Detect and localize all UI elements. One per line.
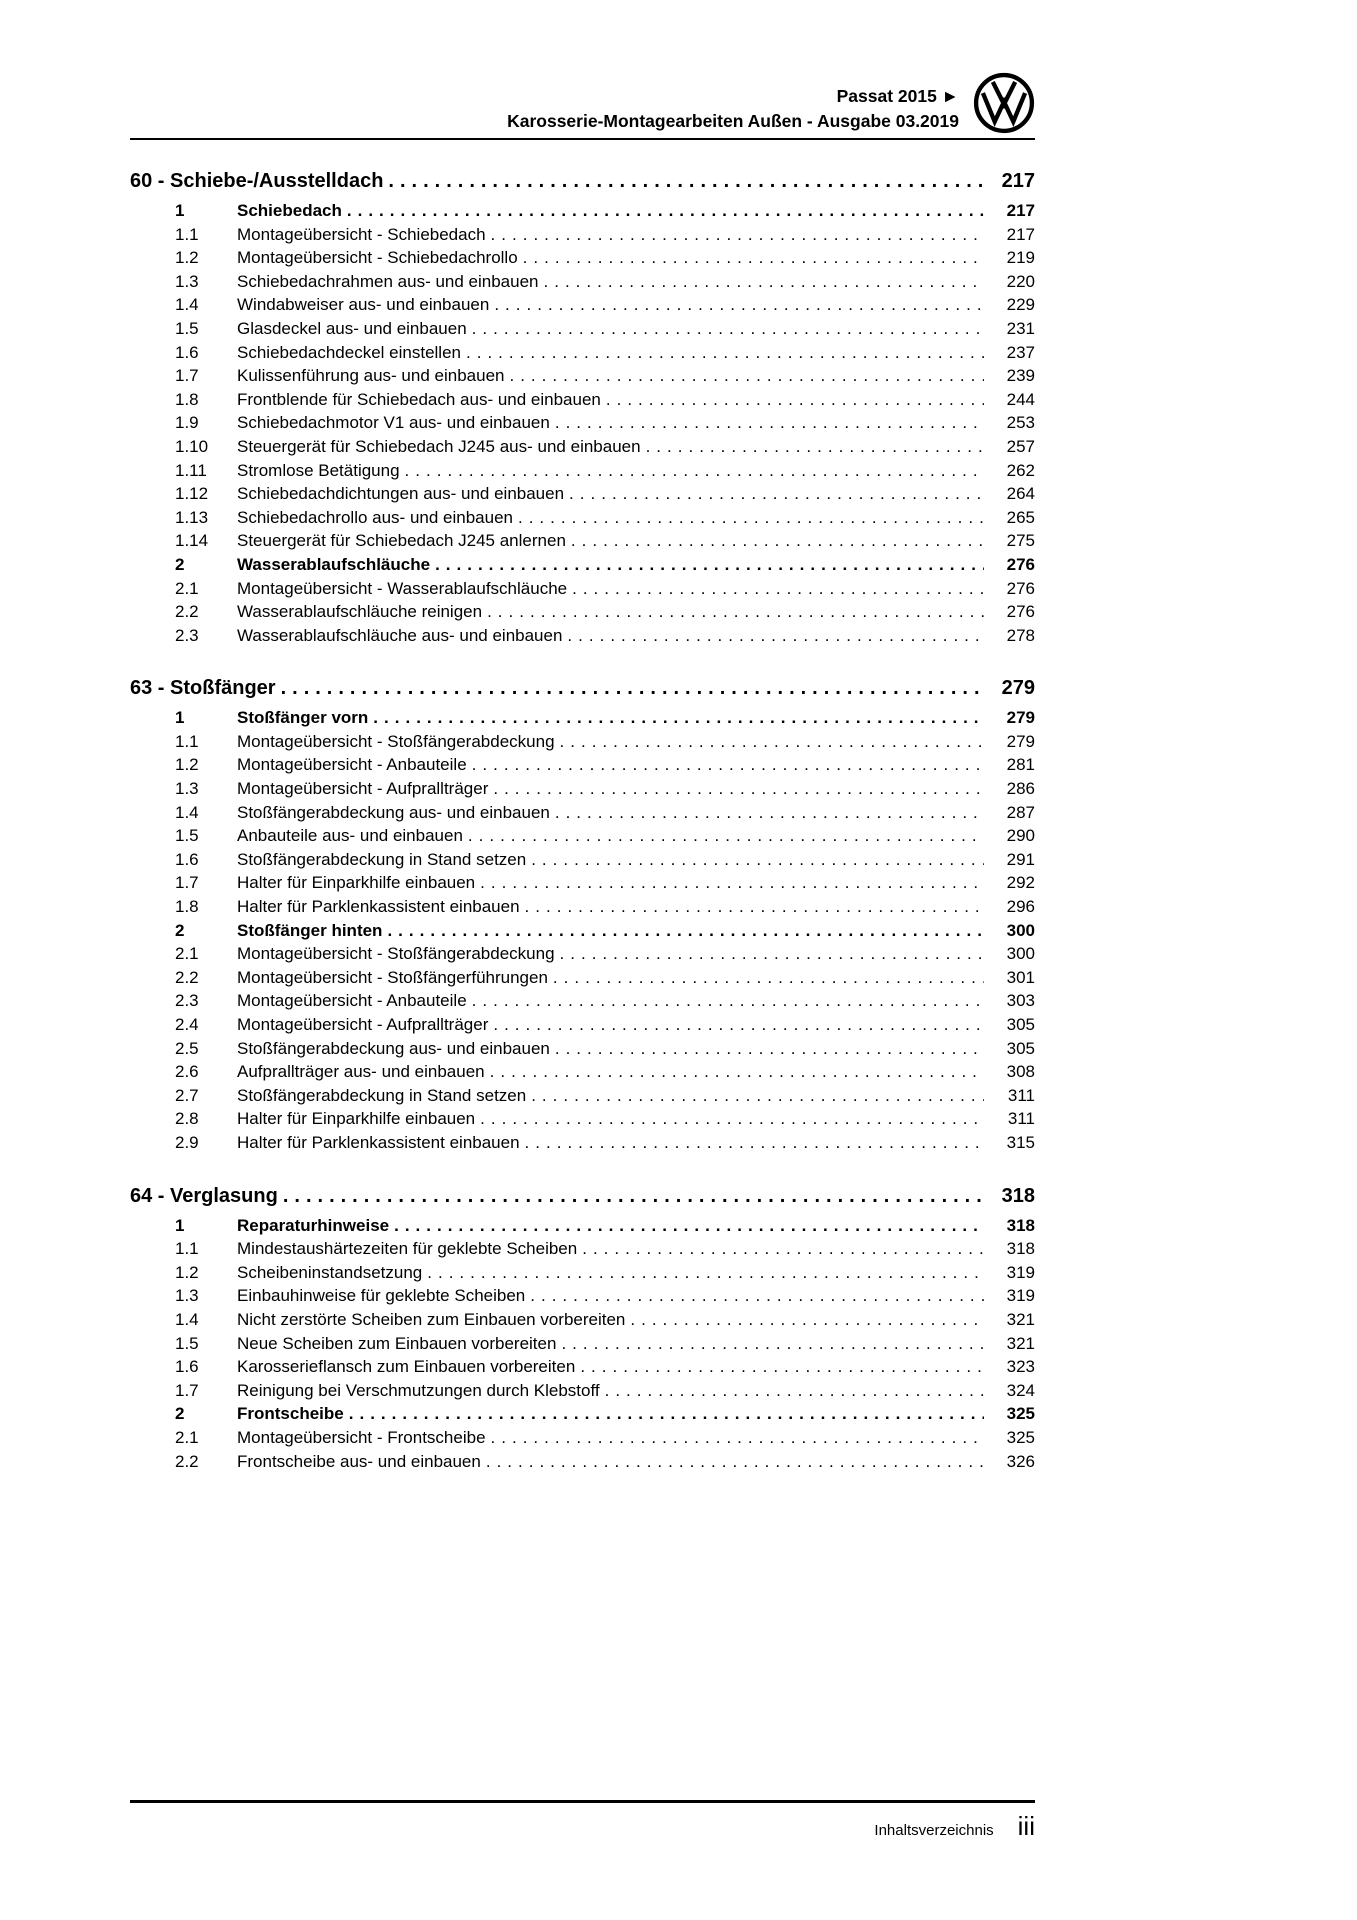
toc-entry: [130, 1379, 1035, 1403]
entry-number: 1.3: [175, 779, 199, 799]
entry-page-number: 325: [1006, 1404, 1035, 1424]
entry-page-number: 253: [1006, 413, 1035, 433]
entry-number: 2.2: [175, 602, 199, 622]
toc-entry: [130, 1013, 1035, 1037]
entry-number: 1.4: [175, 1309, 199, 1329]
section-title: 63 - Stoßfänger: [130, 677, 276, 700]
toc-entry: [130, 1450, 1035, 1474]
entry-number: 1.4: [175, 295, 199, 315]
toc-entry: [130, 1237, 1035, 1261]
entry-label: Scheibeninstandsetzung: [237, 1262, 423, 1282]
page-number: iii: [1017, 1811, 1035, 1841]
dot-leader: [283, 1185, 984, 1208]
dot-leader: [531, 848, 984, 872]
entry-page-number: 239: [1006, 366, 1035, 386]
entry-number: 1.2: [175, 755, 199, 775]
entry-label: Schiebedachmotor V1 aus- und einbauen: [237, 413, 550, 433]
entry-page-number: 326: [1006, 1451, 1035, 1471]
entry-page-number: 220: [1006, 271, 1035, 291]
entry-label: Frontblende für Schiebedach aus- und einbauen: [237, 389, 601, 409]
entry-number: 2: [175, 920, 185, 940]
toc-entry: [130, 942, 1035, 966]
entry-number: 2.3: [175, 625, 199, 645]
entry-number: 1.7: [175, 366, 199, 386]
toc-entry: [130, 706, 1035, 730]
toc-entry: [130, 341, 1035, 365]
entry-label: Nicht zerstörte Scheiben zum Einbauen vorbereiten: [237, 1309, 626, 1329]
entry-label: Stoßfänger hinten: [237, 920, 383, 940]
toc-entry: [130, 848, 1035, 872]
toc-entry: [130, 246, 1035, 270]
entry-label: Steuergerät für Schiebedach J245 aus- und einbauen: [237, 436, 641, 456]
toc-entry: [130, 577, 1035, 601]
toc-entry: [130, 824, 1035, 848]
entry-label: Wasserablaufschläuche: [237, 554, 431, 574]
entry-page-number: 231: [1006, 318, 1035, 338]
toc-entry: [130, 435, 1035, 459]
entry-number: 1.1: [175, 1239, 199, 1259]
toc-entry: [130, 1084, 1035, 1108]
entry-page-number: 321: [1006, 1309, 1035, 1329]
entry-label: Stoßfängerabdeckung aus- und einbauen: [237, 1038, 550, 1058]
dot-leader: [480, 1107, 984, 1131]
section-title: 60 - Schiebe-/Ausstelldach: [130, 170, 384, 192]
entry-label: Stoßfänger vorn: [237, 708, 369, 728]
dot-leader: [486, 1450, 984, 1474]
dot-leader: [472, 317, 984, 341]
entry-number: 2.8: [175, 1109, 199, 1129]
toc-entry: [130, 1131, 1035, 1155]
dot-leader: [491, 223, 984, 247]
entry-page-number: 301: [1006, 967, 1035, 987]
entry-label: Glasdeckel aus- und einbauen: [237, 318, 467, 338]
entry-page-number: 318: [1006, 1239, 1035, 1259]
dot-leader: [553, 966, 984, 990]
entry-page-number: 324: [1006, 1380, 1035, 1400]
entry-number: 1.3: [175, 271, 199, 291]
entry-label: Montageübersicht - Stoßfängerabdeckung: [237, 944, 555, 964]
entry-number: 1.7: [175, 1380, 199, 1400]
entry-number: 1.5: [175, 826, 199, 846]
entry-page-number: 305: [1006, 1038, 1035, 1058]
section-page-number: 217: [1001, 170, 1035, 192]
entry-label: Montageübersicht - Schiebedach: [237, 224, 486, 244]
dot-leader: [388, 170, 984, 193]
entry-page-number: 257: [1006, 436, 1035, 456]
dot-leader: [606, 388, 984, 412]
toc-entry: [130, 895, 1035, 919]
section-page-number: 318: [1001, 1184, 1035, 1207]
entry-label: Halter für Einparkhilfe einbauen: [237, 1109, 476, 1129]
entry-label: Schiebedachrahmen aus- und einbauen: [237, 271, 539, 291]
entry-number: 2.5: [175, 1038, 199, 1058]
entry-number: 2.3: [175, 991, 199, 1011]
toc-entry: [130, 364, 1035, 388]
dot-leader: [405, 459, 984, 483]
entry-label: Neue Scheiben zum Einbauen vorbereiten: [237, 1333, 557, 1353]
toc-entry: [130, 1261, 1035, 1285]
entry-page-number: 287: [1006, 802, 1035, 822]
dot-leader: [567, 624, 984, 648]
dot-leader: [373, 706, 984, 730]
entry-label: Montageübersicht - Frontscheibe: [237, 1427, 486, 1447]
toc-section: [130, 677, 1035, 1154]
entry-number: 1.13: [175, 507, 209, 527]
dot-leader: [646, 435, 984, 459]
table-of-contents: [130, 170, 1035, 1473]
entry-page-number: 276: [1006, 602, 1035, 622]
entry-number: 2.1: [175, 1427, 199, 1447]
section-title-row: [130, 170, 1035, 193]
entry-label: Montageübersicht - Aufprallträger: [237, 1015, 489, 1034]
dot-leader: [531, 1084, 984, 1108]
dot-leader: [555, 1037, 984, 1061]
entry-label: Schiebedachdichtungen aus- und einbauen: [237, 484, 565, 504]
entry-label: Karosserieflansch zum Einbauen vorbereiten: [237, 1357, 576, 1377]
dot-leader: [394, 1214, 984, 1238]
entry-label: Stoßfängerabdeckung aus- und einbauen: [237, 802, 550, 822]
entry-number: 1.12: [175, 484, 209, 504]
entry-label: Einbauhinweise für geklebte Scheiben: [237, 1286, 526, 1306]
entry-page-number: 300: [1006, 920, 1035, 940]
dot-leader: [525, 895, 984, 919]
toc-entry: [130, 989, 1035, 1013]
entry-number: 1.6: [175, 849, 199, 869]
entry-label: Halter für Parklenkassistent einbauen: [237, 1132, 520, 1152]
entry-label: Wasserablaufschläuche aus- und einbauen: [237, 625, 563, 645]
entry-page-number: 311: [1007, 1109, 1035, 1129]
entry-number: 2.1: [175, 944, 199, 964]
entry-number: 1.9: [175, 413, 199, 433]
entry-page-number: 305: [1006, 1015, 1035, 1034]
entry-label: Schiebedach: [237, 201, 342, 220]
entry-page-number: 325: [1006, 1427, 1035, 1447]
entry-number: 2.1: [175, 578, 199, 598]
dot-leader: [493, 777, 984, 801]
entry-label: Wasserablaufschläuche reinigen: [237, 602, 483, 622]
entry-page-number: 292: [1006, 873, 1035, 893]
section-title: 64 - Verglasung: [130, 1184, 278, 1207]
entry-label: Montageübersicht - Schiebedachrollo: [237, 248, 518, 268]
toc-entry: [130, 753, 1035, 777]
toc-entry: [130, 1426, 1035, 1450]
entry-label: Montageübersicht - Wasserablaufschläuche: [237, 578, 568, 598]
entry-number: 1.11: [175, 460, 207, 480]
entry-label: Reinigung bei Verschmutzungen durch Klebstoff: [237, 1380, 600, 1400]
entry-label: Schiebedachdeckel einstellen: [237, 342, 461, 362]
entry-page-number: 296: [1006, 897, 1035, 917]
toc-entry: [130, 529, 1035, 553]
entry-page-number: 303: [1006, 991, 1035, 1011]
entry-label: Stoßfängerabdeckung in Stand setzen: [237, 849, 527, 869]
entry-page-number: 262: [1006, 460, 1035, 480]
toc-entry: [130, 293, 1035, 317]
entry-label: Reparaturhinweise: [237, 1215, 390, 1235]
entry-number: 2.7: [175, 1085, 199, 1105]
toc-entry: [130, 1308, 1035, 1332]
entry-number: 1.6: [175, 342, 199, 362]
entry-label: Montageübersicht - Anbauteile: [237, 991, 467, 1011]
dot-leader: [472, 989, 984, 1013]
entry-page-number: 308: [1006, 1062, 1035, 1082]
entry-number: 1.8: [175, 897, 199, 917]
toc-entry: [130, 777, 1035, 801]
entry-label: Frontscheibe aus- und einbauen: [237, 1451, 481, 1471]
entry-page-number: 311: [1007, 1085, 1035, 1105]
entry-number: 1: [175, 201, 185, 220]
toc-entry: [130, 411, 1035, 435]
entry-label: Montageübersicht - Aufprallträger: [237, 779, 489, 799]
dot-leader: [530, 1284, 984, 1308]
entry-page-number: 323: [1006, 1357, 1035, 1377]
entry-number: 2.2: [175, 967, 199, 987]
dot-leader: [525, 1131, 984, 1155]
dot-leader: [480, 871, 984, 895]
entry-label: Halter für Einparkhilfe einbauen: [237, 873, 476, 893]
toc-entry: [130, 1060, 1035, 1084]
entry-page-number: 278: [1006, 625, 1035, 645]
entry-number: 1.2: [175, 248, 199, 268]
entry-page-number: 315: [1006, 1132, 1035, 1152]
entry-label: Aufprallträger aus- und einbauen: [237, 1062, 485, 1082]
entry-page-number: 217: [1006, 224, 1035, 244]
entry-number: 2: [175, 554, 185, 574]
toc-entry: [130, 1107, 1035, 1131]
entry-page-number: 219: [1006, 248, 1035, 268]
entry-page-number: 318: [1006, 1215, 1035, 1235]
toc-entry: [130, 966, 1035, 990]
section-entries: [130, 199, 1035, 647]
dot-leader: [435, 553, 984, 577]
toc-section: [130, 170, 1035, 647]
dot-leader: [468, 824, 984, 848]
entry-number: 2.9: [175, 1132, 199, 1152]
dot-leader: [580, 1355, 984, 1379]
entry-label: Frontscheibe: [237, 1404, 344, 1424]
dot-leader: [544, 270, 984, 294]
dot-leader: [571, 529, 984, 553]
entry-number: 1.10: [175, 436, 209, 456]
dot-leader: [561, 1332, 984, 1356]
dot-leader: [491, 1426, 984, 1450]
entry-page-number: 265: [1006, 507, 1035, 527]
entry-label: Stromlose Betätigung: [237, 460, 400, 480]
entry-page-number: 264: [1006, 484, 1035, 504]
footer-label: Inhaltsverzeichnis: [874, 1822, 994, 1839]
toc-entry: [130, 624, 1035, 648]
dot-leader: [569, 482, 984, 506]
entry-number: 1: [175, 708, 185, 728]
toc-entry: [130, 1214, 1035, 1238]
dot-leader: [387, 919, 984, 943]
dot-leader: [518, 506, 984, 530]
dot-leader: [572, 577, 984, 601]
entry-label: Schiebedachrollo aus- und einbauen: [237, 507, 513, 527]
toc-entry: [130, 506, 1035, 530]
entry-number: 1.8: [175, 389, 199, 409]
dot-leader: [555, 411, 984, 435]
entry-page-number: 281: [1006, 755, 1035, 775]
dot-leader: [560, 730, 984, 754]
toc-entry: [130, 1037, 1035, 1061]
entry-page-number: 279: [1006, 708, 1035, 728]
dot-leader: [493, 1013, 984, 1037]
entry-number: 1.1: [175, 731, 199, 751]
entry-number: 2: [175, 1404, 185, 1424]
entry-page-number: 291: [1006, 849, 1035, 869]
dot-leader: [472, 753, 984, 777]
toc-entry: [130, 730, 1035, 754]
dot-leader: [466, 341, 984, 365]
toc-entry: [130, 199, 1035, 223]
section-title-row: [130, 677, 1035, 700]
header-text-block: [507, 84, 959, 134]
entry-number: 1.14: [175, 531, 209, 551]
section-page-number: 279: [1001, 677, 1035, 700]
entry-number: 1.3: [175, 1286, 199, 1306]
entry-label: Anbauteile aus- und einbauen: [237, 826, 463, 846]
toc-entry: [130, 1284, 1035, 1308]
dot-leader: [427, 1261, 984, 1285]
entry-page-number: 300: [1006, 944, 1035, 964]
entry-number: 1.5: [175, 1333, 199, 1353]
entry-page-number: 319: [1006, 1286, 1035, 1306]
dot-leader: [494, 293, 984, 317]
entry-page-number: 321: [1006, 1333, 1035, 1353]
entry-label: Mindestaushärtezeiten für geklebte Scheiben: [237, 1239, 578, 1259]
header-subtitle: Karosserie-Montagearbeiten Außen - Ausgabe 03.2019: [507, 111, 959, 131]
toc-entry: [130, 600, 1035, 624]
section-title-row: [130, 1185, 1035, 1208]
toc-entry: [130, 223, 1035, 247]
entry-number: 1.5: [175, 318, 199, 338]
entry-label: Stoßfängerabdeckung in Stand setzen: [237, 1085, 527, 1105]
toc-entry: [130, 459, 1035, 483]
page-footer: [130, 1800, 1035, 1842]
entry-label: Montageübersicht - Stoßfängerabdeckung: [237, 731, 555, 751]
dot-leader: [509, 364, 984, 388]
entry-page-number: 217: [1006, 201, 1035, 220]
section-entries: [130, 1214, 1035, 1474]
entry-page-number: 279: [1006, 731, 1035, 751]
entry-page-number: 290: [1006, 826, 1035, 846]
entry-number: 1: [175, 1215, 185, 1235]
header-model: Passat 2015 ►: [836, 86, 959, 106]
entry-number: 2.6: [175, 1062, 199, 1082]
dot-leader: [605, 1379, 984, 1403]
entry-page-number: 244: [1006, 389, 1035, 409]
page-content: [130, 0, 1035, 1473]
entry-label: Kulissenführung aus- und einbauen: [237, 366, 505, 386]
entry-number: 1.6: [175, 1357, 199, 1377]
toc-entry: [130, 482, 1035, 506]
entry-page-number: 237: [1006, 342, 1035, 362]
toc-entry: [130, 270, 1035, 294]
entry-page-number: 319: [1006, 1262, 1035, 1282]
entry-label: Steuergerät für Schiebedach J245 anlernen: [237, 531, 566, 551]
dot-leader: [490, 1060, 984, 1084]
toc-entry: [130, 1402, 1035, 1426]
toc-section: [130, 1185, 1035, 1474]
dot-leader: [555, 801, 984, 825]
toc-entry: [130, 871, 1035, 895]
dot-leader: [487, 600, 984, 624]
entry-label: Montageübersicht - Stoßfängerführungen: [237, 967, 548, 987]
toc-entry: [130, 317, 1035, 341]
entry-label: Montageübersicht - Anbauteile: [237, 755, 467, 775]
entry-page-number: 276: [1006, 554, 1035, 574]
vw-logo-icon: [973, 72, 1035, 134]
dot-leader: [347, 199, 984, 223]
page-header: [130, 0, 1035, 140]
dot-leader: [560, 942, 984, 966]
entry-number: 2.2: [175, 1451, 199, 1471]
entry-page-number: 276: [1006, 578, 1035, 598]
entry-number: 1.7: [175, 873, 199, 893]
toc-entry: [130, 801, 1035, 825]
entry-number: 1.4: [175, 802, 199, 822]
entry-label: Windabweiser aus- und einbauen: [237, 295, 490, 315]
dot-leader: [582, 1237, 984, 1261]
entry-label: Halter für Parklenkassistent einbauen: [237, 897, 520, 917]
entry-number: 1.1: [175, 224, 199, 244]
dot-leader: [281, 677, 984, 700]
toc-entry: [130, 919, 1035, 943]
toc-entry: [130, 1332, 1035, 1356]
entry-number: 1.2: [175, 1262, 199, 1282]
dot-leader: [523, 246, 984, 270]
dot-leader: [630, 1308, 984, 1332]
section-entries: [130, 706, 1035, 1154]
dot-leader: [349, 1402, 984, 1426]
toc-entry: [130, 388, 1035, 412]
entry-page-number: 229: [1006, 295, 1035, 315]
entry-number: 2.4: [175, 1015, 199, 1034]
toc-entry: [130, 553, 1035, 577]
entry-page-number: 275: [1006, 531, 1035, 551]
toc-entry: [130, 1355, 1035, 1379]
entry-page-number: 286: [1006, 779, 1035, 799]
